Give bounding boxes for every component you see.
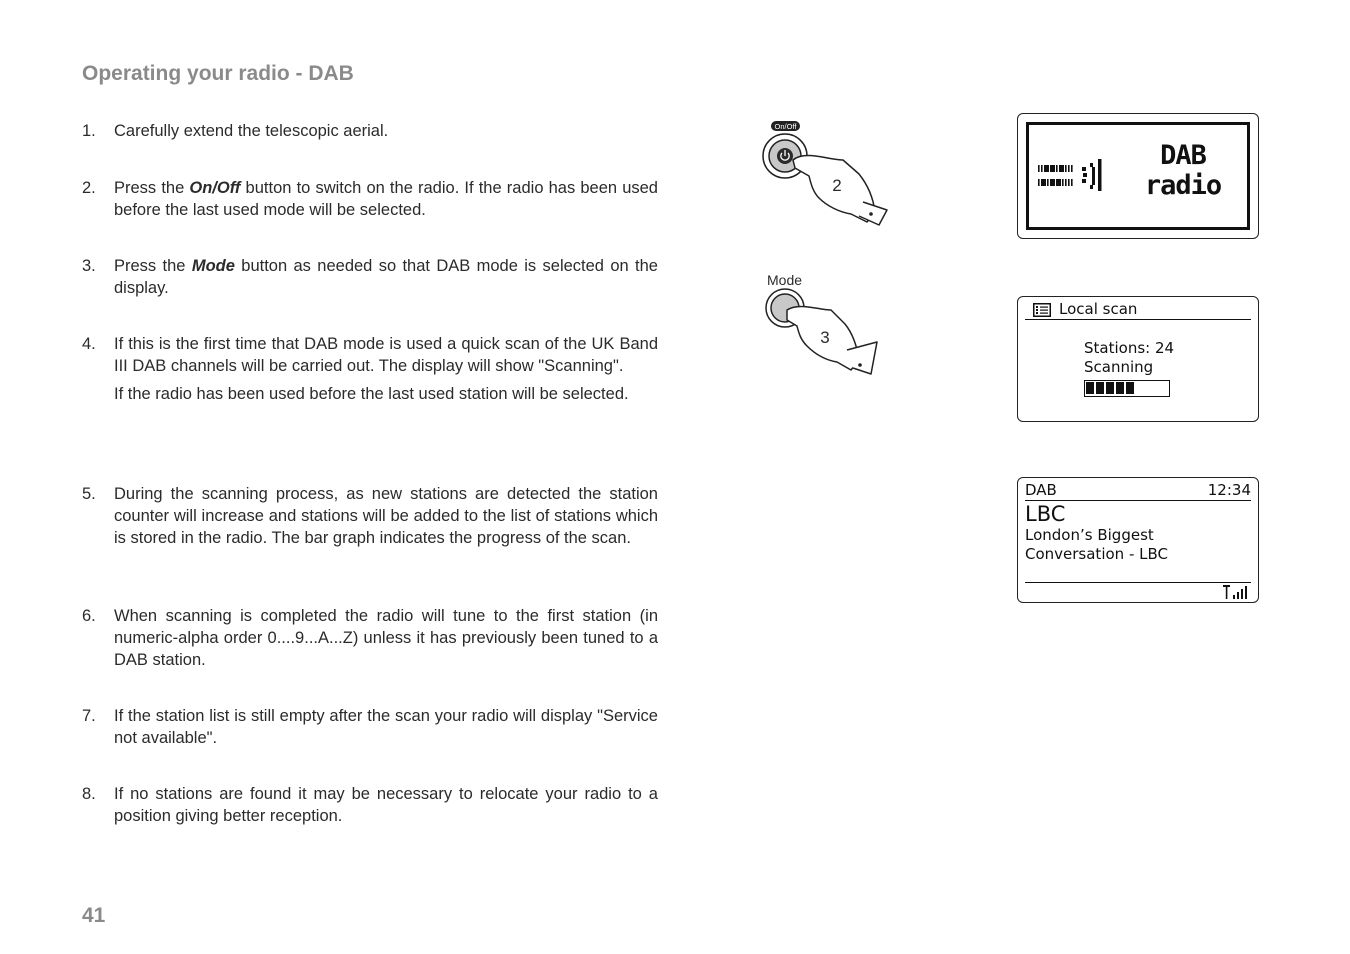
onoff-label: On/Off: [774, 122, 797, 131]
step-1: [82, 120, 658, 142]
step-3: [82, 255, 658, 299]
step-callout-3: 3: [820, 328, 830, 347]
step-number: 5.: [82, 485, 96, 503]
station-text-line-2: Conversation - LBC: [1025, 545, 1168, 563]
step-number: 6.: [82, 607, 96, 625]
cuff-icon: [859, 202, 887, 225]
station-footer-rule: [1025, 582, 1251, 583]
step-text: During the scanning process, as new stations are detected the station counter will increase and stations will be added to the list of stations which is stored in the radio. The bar graph indicates the progress of the scan.: [114, 485, 658, 547]
step-number: 2.: [82, 179, 96, 197]
step-text: When scanning is completed the radio will tune to the first station (in numeric-alpha order 0....9...A...Z) unless it has previously been tuned to a DAB station.: [114, 607, 658, 669]
mode-label: Mode: [767, 272, 803, 288]
step-7: [82, 705, 658, 749]
step-callout-2: 2: [832, 176, 842, 195]
step-text: If this is the first time that DAB mode is used a quick scan of the UK Band III DAB channels will be carried out. The display will show "Scanning".: [114, 335, 658, 375]
scan-status: Scanning: [1084, 358, 1154, 376]
step-text: Press the: [114, 179, 190, 197]
lcd-screen: [1026, 122, 1250, 230]
step-text: If the station list is still empty after the scan your radio will display "Service not available".: [114, 707, 658, 747]
splash-line-radio: radio: [1144, 170, 1222, 201]
step-note: If the radio has been used before the last used station will be selected.: [114, 385, 629, 403]
station-name: LBC: [1025, 502, 1066, 526]
step-4: [82, 333, 658, 405]
lcd-scan-display: [1017, 296, 1259, 422]
mode-button-illustration: [755, 268, 895, 383]
step-text: If no stations are found it may be necessary to relocate your radio to a position giving better reception.: [114, 785, 658, 825]
station-count: Stations: 24: [1084, 339, 1175, 357]
scan-title: Local scan: [1059, 300, 1138, 318]
station-time: 12:34: [1207, 481, 1251, 499]
station-header: [1025, 480, 1251, 501]
step-text: button as needed so that DAB mode is selected on the display.: [114, 257, 658, 297]
scan-header: [1025, 300, 1251, 320]
step-number: 7.: [82, 707, 96, 725]
list-icon: [1033, 303, 1051, 317]
dab-signal-icon: [1037, 153, 1107, 193]
step-number: 8.: [82, 785, 96, 803]
station-mode: DAB: [1025, 481, 1057, 499]
step-5: [82, 483, 658, 549]
splash-line-dab: DAB: [1160, 140, 1206, 171]
step-8: [82, 783, 658, 827]
scan-progress-fill: [1086, 382, 1135, 394]
step-2: [82, 177, 658, 221]
scan-progress-bar: [1084, 380, 1170, 397]
step-number: 4.: [82, 335, 96, 353]
step-text: Press the: [114, 257, 192, 275]
step-text: button to switch on the radio. If the radio has been used before the last used mode will be selected.: [114, 179, 658, 219]
step-text: Carefully extend the telescopic aerial.: [114, 122, 389, 140]
step-number: 3.: [82, 257, 96, 275]
onoff-button-illustration: [755, 116, 895, 231]
page-number: 41: [82, 904, 106, 927]
step-6: [82, 605, 658, 671]
lcd-splash-display: [1017, 113, 1259, 239]
step-number: 1.: [82, 122, 96, 140]
station-text-line-1: London’s Biggest: [1025, 526, 1154, 544]
page-title: Operating your radio - DAB: [82, 62, 354, 85]
lcd-station-display: [1017, 477, 1259, 603]
signal-strength-icon: [1223, 584, 1251, 600]
mode-button-ref: Mode: [191, 257, 235, 275]
onoff-button-ref: On/Off: [189, 179, 241, 197]
